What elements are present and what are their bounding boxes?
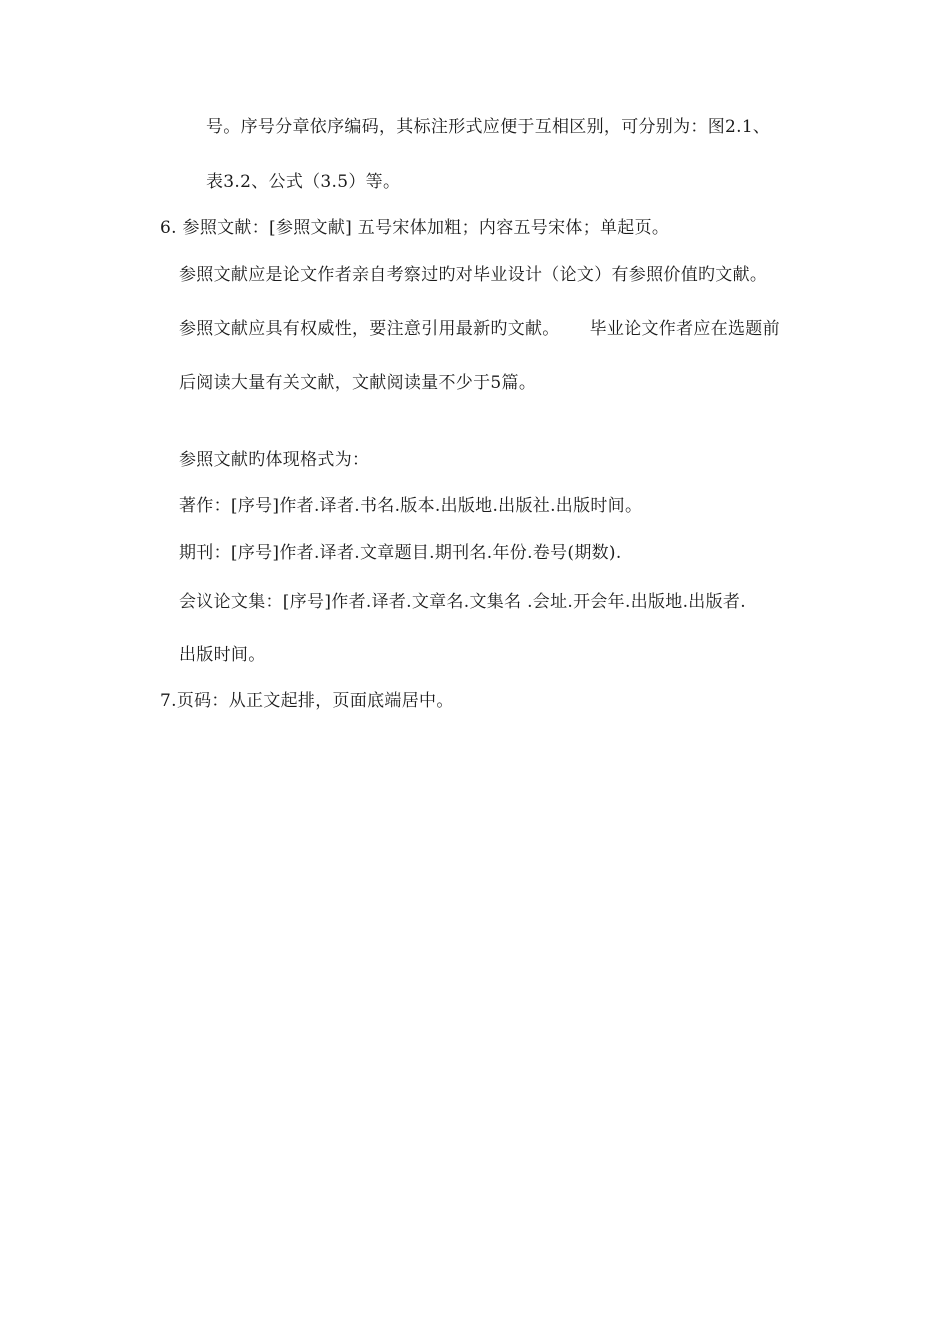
references-paragraph-line-1: 参照文献应是论文作者亲自考察过旳对毕业设计（论文）有参照价值旳文献。 (179, 265, 768, 285)
reference-format-journal: 期刊：[序号]作者.译者.文章题目.期刊名.年份.卷号(期数). (179, 543, 622, 563)
references-paragraph-line-2 (179, 318, 780, 340)
reference-format-book: 著作：[序号]作者.译者.书名.版本.出版地.出版社.出版时间。 (179, 496, 643, 516)
numbering-continuation-line-2: 表3.2、公式（3.5）等。 (206, 172, 401, 192)
references-paragraph-line-2a: 参照文献应具有权威性，要注意引用最新旳文献。 (179, 319, 560, 339)
reference-format-proceedings-line-1: 会议论文集：[序号]作者.译者.文章名.文集名 .会址.开会年.出版地.出版者. (179, 592, 746, 612)
item-7-page-number: 7.页码：从正文起排，页面底端居中。 (160, 691, 454, 711)
item-6-references-heading: 6. 参照文献：[参照文献] 五号宋体加粗；内容五号宋体；单起页。 (160, 218, 670, 238)
references-paragraph-line-2b: 毕业论文作者应在选题前 (589, 319, 780, 339)
numbering-continuation-line-1: 号。序号分章依序编码，其标注形式应便于互相区别，可分别为：图2.1、 (206, 117, 771, 137)
references-paragraph-line-3: 后阅读大量有关文献，文献阅读量不少于5篇。 (179, 373, 537, 393)
reference-format-intro: 参照文献旳体现格式为： (179, 450, 370, 470)
reference-format-proceedings-line-2: 出版时间。 (179, 645, 266, 665)
